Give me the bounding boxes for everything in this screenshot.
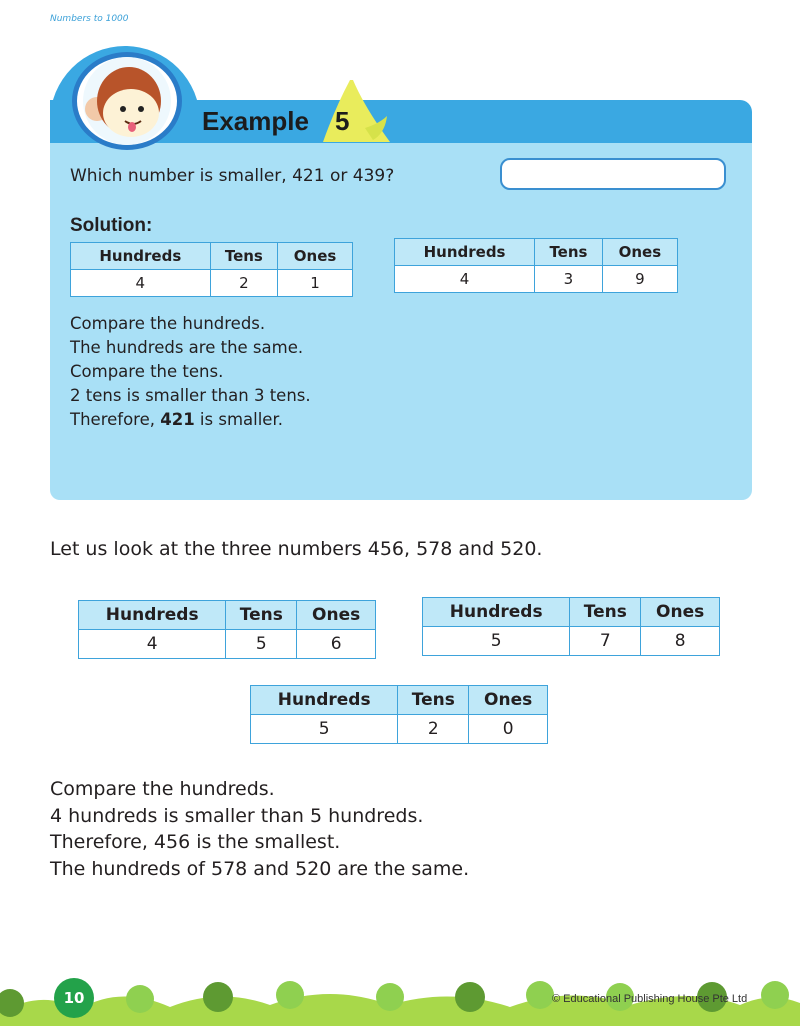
- column-header-ones: Ones: [641, 598, 720, 627]
- cell-hundreds: 5: [251, 715, 398, 744]
- cell-ones: 0: [469, 715, 548, 744]
- cell-tens: 2: [210, 270, 277, 297]
- explanation-line: 2 tens is smaller than 3 tens.: [70, 386, 311, 405]
- explanation-line: The hundreds are the same.: [70, 338, 304, 357]
- place-value-table: [78, 600, 376, 659]
- cell-ones: 9: [602, 266, 677, 293]
- place-value-table: [250, 685, 548, 744]
- column-header-ones: Ones: [297, 601, 376, 630]
- banana-icon: [305, 78, 395, 148]
- table-row: [71, 270, 353, 297]
- table-header-row: [79, 601, 376, 630]
- chapter-title: Numbers to 1000: [50, 14, 129, 24]
- place-value-table: [394, 238, 678, 293]
- column-header-ones: Ones: [278, 243, 353, 270]
- cell-tens: 2: [398, 715, 469, 744]
- table-row: [423, 627, 720, 656]
- copyright-text: © Educational Publishing House Pte Ltd: [552, 993, 748, 1005]
- conclusion-prefix: Therefore,: [70, 410, 161, 429]
- place-value-table: [422, 597, 720, 656]
- cell-tens: 7: [570, 627, 641, 656]
- solution-label: Solution:: [70, 215, 153, 236]
- cell-ones: 8: [641, 627, 720, 656]
- body-line: Therefore, 456 is the smallest.: [50, 831, 341, 853]
- cell-hundreds: 4: [79, 630, 226, 659]
- monkey-mascot-icon: [72, 52, 182, 150]
- page-number: 10: [54, 978, 94, 1018]
- table-header-row: [71, 243, 353, 270]
- table-row: [395, 266, 678, 293]
- column-header-tens: Tens: [398, 686, 469, 715]
- table-header-row: [423, 598, 720, 627]
- cell-tens: 3: [535, 266, 603, 293]
- cell-hundreds: 4: [395, 266, 535, 293]
- explanation-line: Compare the hundreds.: [70, 314, 266, 333]
- cell-ones: 1: [278, 270, 353, 297]
- intro-text: Let us look at the three numbers 456, 578 and 520.: [50, 538, 543, 560]
- example-number: 5: [335, 106, 350, 136]
- table-row: [79, 630, 376, 659]
- column-header-ones: Ones: [602, 239, 677, 266]
- answer-box[interactable]: [500, 158, 726, 190]
- body-line: 4 hundreds is smaller than 5 hundreds.: [50, 805, 424, 827]
- column-header-tens: Tens: [210, 243, 277, 270]
- column-header-hundreds: Hundreds: [423, 598, 570, 627]
- example-title: Example: [202, 106, 309, 136]
- column-header-tens: Tens: [535, 239, 603, 266]
- table-row: [251, 715, 548, 744]
- conclusion-line: [70, 410, 283, 429]
- table-header-row: [251, 686, 548, 715]
- column-header-hundreds: Hundreds: [79, 601, 226, 630]
- cell-tens: 5: [226, 630, 297, 659]
- column-header-hundreds: Hundreds: [395, 239, 535, 266]
- cell-ones: 6: [297, 630, 376, 659]
- body-line: The hundreds of 578 and 520 are the same.: [50, 858, 470, 880]
- cell-hundreds: 4: [71, 270, 211, 297]
- column-header-ones: Ones: [469, 686, 548, 715]
- explanation-line: Compare the tens.: [70, 362, 224, 381]
- conclusion-suffix: is smaller.: [194, 410, 283, 429]
- column-header-hundreds: Hundreds: [71, 243, 211, 270]
- conclusion-number: 421: [160, 410, 195, 429]
- place-value-table: [70, 242, 353, 297]
- question-text: Which number is smaller, 421 or 439?: [70, 166, 395, 186]
- column-header-hundreds: Hundreds: [251, 686, 398, 715]
- column-header-tens: Tens: [570, 598, 641, 627]
- body-line: Compare the hundreds.: [50, 778, 275, 800]
- table-header-row: [395, 239, 678, 266]
- column-header-tens: Tens: [226, 601, 297, 630]
- cell-hundreds: 5: [423, 627, 570, 656]
